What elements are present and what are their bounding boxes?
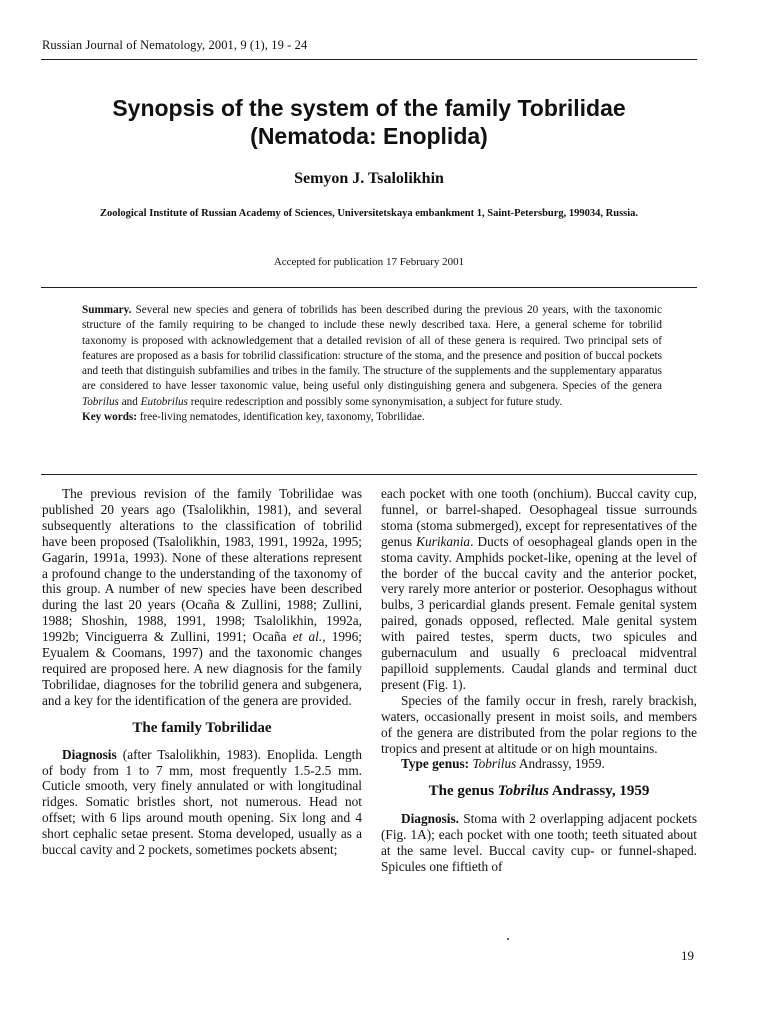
family-diagnosis-text: (after Tsalolikhin, 1983). Enoplida. Length of body from 1 to 7 mm, most frequently 1.5-2.5 mm. Cuticle smooth, very finely annulated or with longitudinal ridges. Somatic bristles short, not numerous. Head not offset; with 6 lips around mouth opening. Six long and 4 short cephalic setae present. Stoma developed, usually as a buccal cavity and 2 pockets, sometimes pockets absent; (42, 746, 362, 858)
type-genus-author: Andrassy, 1959. (516, 756, 605, 772)
type-genus-paragraph (381, 756, 697, 772)
running-header: Russian Journal of Nematology, 2001, 9 (1), 19 - 24 (42, 38, 308, 52)
continued-text-a: each pocket with one tooth (onchium). Buccal cavity cup, funnel, or barrel-shaped. Oesophageal tissue surrounds stoma (stoma submerged), except for representatives of the genus (381, 486, 697, 549)
abstract (82, 303, 662, 425)
keywords-label: Key words: (82, 411, 137, 424)
scan-speck (507, 938, 509, 940)
genus-diagnosis-paragraph (381, 811, 697, 875)
genus-kurikania: Kurikania (416, 533, 471, 549)
type-genus-name: Tobrilus (472, 756, 517, 772)
continued-diagnosis-paragraph (381, 486, 697, 693)
title-line-2: (Nematoda: Enoplida) (250, 123, 488, 149)
summary-text-1: Several new species and genera of tobrilids has been described during the previous 20 years, with the taxonomic structure of the family requiring to be changed to include these newly described taxa. Here, a general scheme for tobrilid taxonomy is proposed with acknowledgement that a detailed revision of all of these genera is required. Two principal sets of features are proposed as a basis for tobrilid classification: structure of the stoma, and the presence and position of buccal pockets and teeth that distinguish subfamilies and tribes in the family. The structure of the supplements and the supplementary apparatus are considered to have lesser taxonomic value, being useful only distinguishing genera and subgenera. Species of the genera (82, 304, 662, 393)
summary-genus-eutobrilus: Eutobrilus (140, 395, 188, 408)
author-affiliation: Zoological Institute of Russian Academy of Sciences, Universitetskaya embankment 1, Saint-Petersburg, 199034, Russia. (99, 208, 639, 219)
title-line-1: Synopsis of the system of the family Tobrilidae (112, 95, 626, 121)
author-name: Semyon J. Tsalolikhin (294, 170, 444, 187)
section-author: Andrassy, 1959 (548, 783, 650, 800)
abstract-bottom-rule (41, 474, 697, 475)
distribution-paragraph: Species of the family occur in fresh, rarely brackish, waters, occasionally present in moist soils, and members of the genera are distributed from the polar regions to the tropics and present at altitude or on high mountains. (381, 692, 697, 756)
section-heading-family: The family Tobrilidae (132, 719, 272, 736)
family-diagnosis-paragraph (42, 747, 362, 858)
abstract-top-rule (41, 287, 697, 288)
section-heading-genus-tobrilus (381, 784, 697, 800)
header-rule (41, 59, 697, 60)
summary-genus-tobrilus: Tobrilus (82, 395, 119, 408)
intro-et-al: et al. (292, 629, 323, 645)
summary-text-2: require redescription and possibly some synonymisation, a subject for future study. (187, 395, 563, 408)
intro-text-a: The previous revision of the family Tobrilidae was published 20 years ago (Tsalolikhin, 1981), and several subsequently alterations to the classification of tobrilid have been proposed (Tsalolikhin, 1983, 1991, 1992a, 1995; Gagarin, 1991a, 1993). None of these alterations represent a profound change to the understanding of the taxonomy of this group. A number of new species have been described during the last 20 years (Ocaña & Zullini, 1988; Zullini, 1988; Shoshin, 1988, 1991, 1998; Tsalolikhin, 1992a, 1992b; Vinciguerra & Zullini, 1991; Ocaña (42, 486, 362, 645)
summary-and: and (118, 395, 141, 408)
summary-paragraph (82, 303, 662, 410)
intro-text-b: , 1996; Eyualem & Coomans, 1997) and the taxonomic changes required are proposed here. A new diagnosis for the family Tobrilidae, diagnoses for the tobrilid genera and subgenera, and a key for the identification of the genera are provided. (42, 629, 363, 708)
keywords-paragraph (82, 410, 662, 425)
keywords-text: free-living nematodes, identification key, taxonomy, Tobrilidae. (137, 411, 425, 424)
right-column (381, 486, 697, 875)
summary-label: Summary. (82, 304, 132, 316)
type-genus-label: Type genus: (401, 756, 470, 772)
section-genus: Tobrilus (497, 783, 549, 800)
page-number: 19 (681, 948, 694, 963)
family-diagnosis-label: Diagnosis (62, 746, 117, 762)
genus-diagnosis-label: Diagnosis. (401, 811, 460, 827)
genus-diagnosis-text: Stoma with 2 overlapping adjacent pockets (Fig. 1A); each pocket with one tooth; teeth situated about at the same level. Buccal cavity cup- or funnel-shaped. Spicules one fiftieth of (381, 811, 697, 874)
accepted-label: Accepted for publication (273, 256, 384, 268)
acceptance-note (41, 256, 697, 268)
section-prefix: The genus (428, 783, 498, 800)
article-title (41, 94, 697, 150)
left-column (42, 486, 362, 858)
intro-paragraph (42, 486, 362, 709)
continued-text-b: . Ducts of oesophageal glands open in the stoma cavity. Amphids pocket-like, opening at the level of the border of the buccal cavity and the anterior pocket, very rarely more anterior or posterior. Oesophagus without bulbs, 3 pericardial glands present. Female genital system paired, gonads opposed, reflected. Male genital system with paired testes, sperm ducts, two spicules and gubernaculum and usually 6 precloacal midventral papilloid supplements. Caudal glands and terminal duct present (Fig. 1). (381, 533, 697, 692)
accepted-date: 17 February 2001 (385, 256, 465, 268)
